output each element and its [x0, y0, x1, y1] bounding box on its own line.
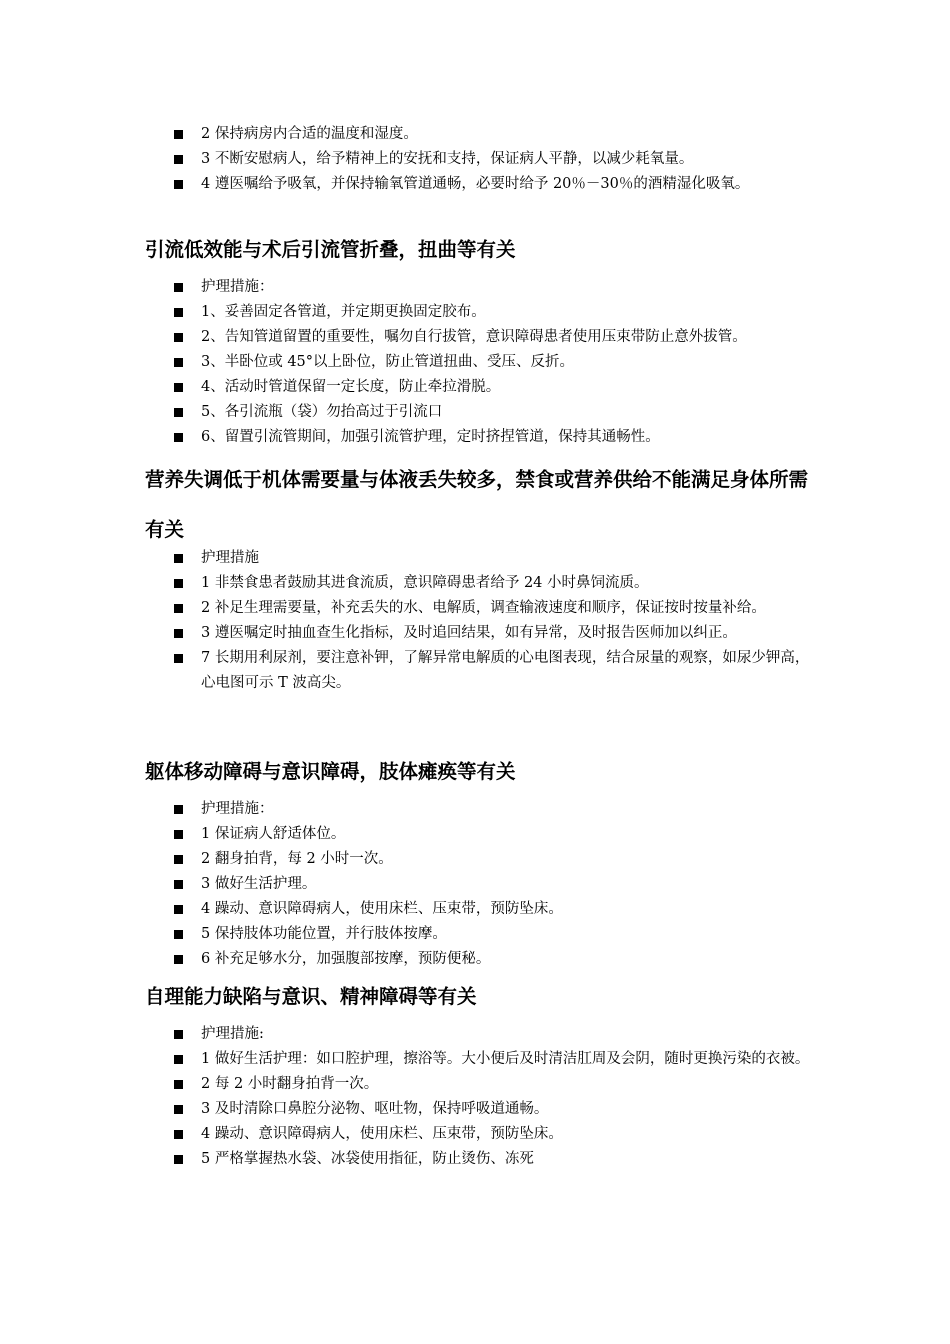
- square-bullet-icon: [174, 930, 183, 939]
- list-item-text: 1 保证病人舒适体位。: [201, 826, 346, 842]
- square-bullet-icon: [174, 1030, 183, 1039]
- list-item: [0, 546, 950, 571]
- square-bullet-icon: [174, 654, 183, 663]
- square-bullet-icon: [174, 1105, 183, 1114]
- square-bullet-icon: [174, 308, 183, 317]
- list-item: [0, 1047, 950, 1072]
- square-bullet-icon: [174, 130, 183, 139]
- list-item: [0, 147, 950, 172]
- list-item-text: 2 每 2 小时翻身拍背一次。: [201, 1076, 379, 1092]
- list-item-text: 护理措施：: [201, 279, 274, 295]
- square-bullet-icon: [174, 855, 183, 864]
- square-bullet-icon: [174, 1130, 183, 1139]
- list-item-text: 1 做好生活护理：如口腔护理，擦浴等。大小便后及时清洁肛周及会阴，随时更换污染的衣被。: [201, 1051, 810, 1067]
- square-bullet-icon: [174, 604, 183, 613]
- section-heading: 自理能力缺陷与意识、精神障碍等有关: [145, 985, 477, 1008]
- list-item-text: 1、妥善固定各管道，并定期更换固定胶布。: [201, 304, 486, 320]
- bullet-list: [0, 1022, 950, 1172]
- list-item: [0, 922, 950, 947]
- list-item-text: 4、活动时管道保留一定长度，防止牵拉滑脱。: [201, 379, 501, 395]
- bullet-list: [0, 122, 950, 197]
- square-bullet-icon: [174, 180, 183, 189]
- list-item: [0, 122, 950, 147]
- square-bullet-icon: [174, 554, 183, 563]
- list-item: [0, 1147, 950, 1172]
- square-bullet-icon: [174, 905, 183, 914]
- square-bullet-icon: [174, 358, 183, 367]
- bullet-list: [0, 275, 950, 450]
- list-item: [0, 947, 950, 972]
- square-bullet-icon: [174, 433, 183, 442]
- list-item-text: 3、半卧位或 45°以上卧位，防止管道扭曲、受压、反折。: [201, 354, 575, 370]
- list-item: [0, 797, 950, 822]
- list-item-text: 2 翻身拍背，每 2 小时一次。: [201, 851, 393, 867]
- list-item: [0, 275, 950, 300]
- section-heading: 引流低效能与术后引流管折叠，扭曲等有关: [145, 238, 516, 261]
- square-bullet-icon: [174, 155, 183, 164]
- list-item: [0, 872, 950, 897]
- list-item: [0, 1072, 950, 1097]
- section-heading: 营养失调低于机体需要量与体液丢失较多，禁食或营养供给不能满足身体所需有关: [145, 468, 809, 541]
- bullet-list: [0, 797, 950, 972]
- list-item-text: 1 非禁食患者鼓励其进食流质，意识障碍患者给予 24 小时鼻饲流质。: [201, 575, 649, 591]
- list-item: [0, 1097, 950, 1122]
- list-item-text: 7 长期用利尿剂，要注意补钾，了解异常电解质的心电图表现，结合尿量的观察，如尿少钾高，心电图可示 T 波高尖。: [201, 650, 810, 691]
- list-item: [0, 375, 950, 400]
- list-item-text: 4 躁动、意识障碍病人，使用床栏、压束带，预防坠床。: [201, 1126, 563, 1142]
- square-bullet-icon: [174, 383, 183, 392]
- list-item: [0, 646, 950, 696]
- square-bullet-icon: [174, 629, 183, 638]
- square-bullet-icon: [174, 1055, 183, 1064]
- list-item-text: 6 补充足够水分，加强腹部按摩，预防便秘。: [201, 951, 491, 967]
- list-item-text: 4 遵医嘱给予吸氧，并保持输氧管道通畅，必要时给予 20％－30％的酒精湿化吸氧。: [201, 176, 750, 192]
- list-item-text: 5 保持肢体功能位置，并行肢体按摩。: [201, 926, 447, 942]
- bullet-list: [0, 546, 950, 696]
- list-item: [0, 425, 950, 450]
- list-item: [0, 596, 950, 621]
- list-item: [0, 325, 950, 350]
- list-item-text: 5 严格掌握热水袋、冰袋使用指征，防止烫伤、冻死: [201, 1151, 534, 1167]
- square-bullet-icon: [174, 880, 183, 889]
- list-item: [0, 400, 950, 425]
- square-bullet-icon: [174, 333, 183, 342]
- list-item-text: 2 补足生理需要量，补充丢失的水、电解质，调查输液速度和顺序，保证按时按量补给。: [201, 600, 766, 616]
- square-bullet-icon: [174, 579, 183, 588]
- section-heading: 躯体移动障碍与意识障碍，肢体瘫痪等有关: [145, 760, 516, 783]
- square-bullet-icon: [174, 955, 183, 964]
- list-item-text: 5、各引流瓶（袋）勿抬高过于引流口: [201, 404, 443, 420]
- list-item-text: 6、留置引流管期间，加强引流管护理，定时挤捏管道，保持其通畅性。: [201, 429, 660, 445]
- list-item: [0, 571, 950, 596]
- list-item-text: 3 及时清除口鼻腔分泌物、呕吐物，保持呼吸道通畅。: [201, 1101, 549, 1117]
- list-item: [0, 822, 950, 847]
- square-bullet-icon: [174, 408, 183, 417]
- list-item: [0, 621, 950, 646]
- list-item-text: 3 不断安慰病人，给予精神上的安抚和支持，保证病人平静，以减少耗氧量。: [201, 151, 694, 167]
- list-item: [0, 1122, 950, 1147]
- list-item: [0, 172, 950, 197]
- square-bullet-icon: [174, 1080, 183, 1089]
- square-bullet-icon: [174, 1155, 183, 1164]
- list-item: [0, 350, 950, 375]
- square-bullet-icon: [174, 805, 183, 814]
- square-bullet-icon: [174, 830, 183, 839]
- list-item-text: 3 做好生活护理。: [201, 876, 317, 892]
- square-bullet-icon: [174, 283, 183, 292]
- list-item-text: 4 躁动、意识障碍病人，使用床栏、压束带，预防坠床。: [201, 901, 563, 917]
- list-item-text: 2、告知管道留置的重要性，嘱勿自行拔管，意识障碍患者使用压束带防止意外拔管。: [201, 329, 747, 345]
- list-item: [0, 847, 950, 872]
- list-item-text: 2 保持病房内合适的温度和湿度。: [201, 126, 418, 142]
- list-item: [0, 897, 950, 922]
- list-item: [0, 300, 950, 325]
- list-item-text: 护理措施:: [201, 1026, 264, 1042]
- list-item: [0, 1022, 950, 1047]
- list-item-text: 护理措施：: [201, 801, 274, 817]
- list-item-text: 护理措施: [201, 550, 259, 566]
- list-item-text: 3 遵医嘱定时抽血查生化指标，及时追回结果，如有异常，及时报告医师加以纠正。: [201, 625, 737, 641]
